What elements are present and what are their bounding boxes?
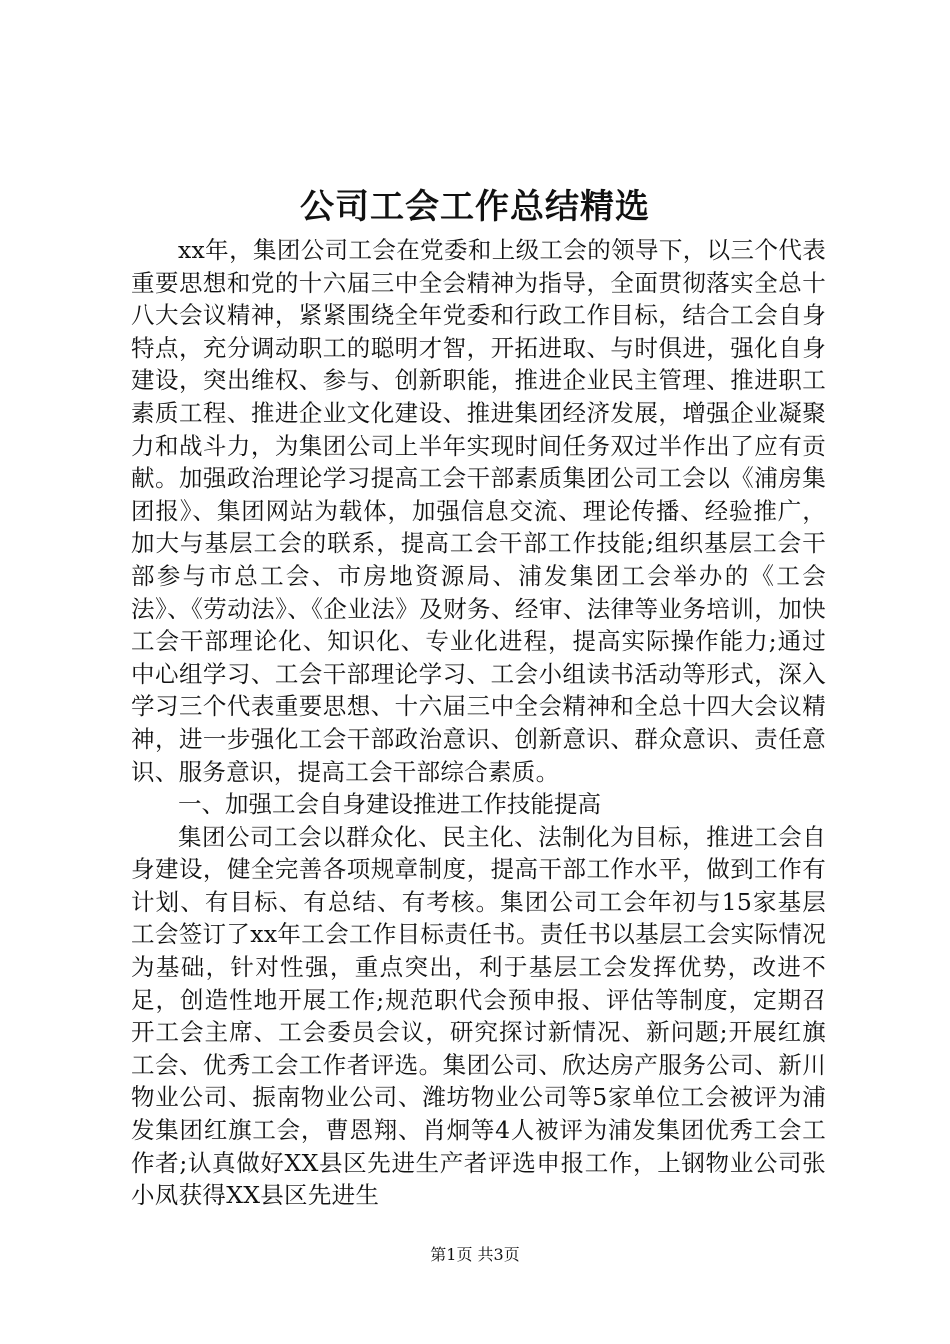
page-number-footer: 第1页 共3页 [430,1245,520,1264]
document-body [131,234,826,1212]
paragraph-section-one: 集团公司工会以群众化、民主化、法制化为目标，推进工会自身建设，健全完善各项规章制度，提高干部工作水平，做到工作有计划、有目标、有总结、有考核。集团公司工会年初与15家基层工会签订了xx年工会工作目标责任书。责任书以基层工会实际情况为基础，针对性强，重点突出，利于基层工会发挥优势，改进不足，创造性地开展工作;规范职代会预申报、评估等制度，定期召开工会主席、工会委员会议，研究探讨新情况、新问题;开展红旗工会、优秀工会工作者评选。集团公司、欣达房产服务公司、新川物业公司、振南物业公司、潍坊物业公司等5家单位工会被评为浦发集团红旗工会，曹恩翔、肖炯等4人被评为浦发集团优秀工会工作者;认真做好XX县区先进生产者评选申报工作，上钢物业公司张小凤获得XX县区先进生 [131,822,826,1210]
paragraph-intro: xx年，集团公司工会在党委和上级工会的领导下，以三个代表重要思想和党的十六届三中全会精神为指导，全面贯彻落实全总十八大会议精神，紧紧围绕全年党委和行政工作目标，结合工会自身特点，充分调动职工的聪明才智，开拓进取、与时俱进，强化自身建设，突出维权、参与、创新职能，推进企业民主管理、推进职工素质工程、推进企业文化建设、推进集团经济发展，增强企业凝聚力和战斗力，为集团公司上半年实现时间任务双过半作出了应有贡献。加强政治理论学习提高工会干部素质集团公司工会以《浦房集团报》、集团网站为载体，加强信息交流、理论传播、经验推广，加大与基层工会的联系，提高工会干部工作技能;组织基层工会干部参与市总工会、市房地资源局、浦发集团工会举办的《工会法》、《劳动法》、《企业法》及财务、经审、法律等业务培训，加快工会干部理论化、知识化、专业化进程，提高实际操作能力;通过中心组学习、工会干部理论学习、工会小组读书活动等形式，深入学习三个代表重要思想、十六届三中全会精神和全总十四大会议精神，进一步强化工会干部政治意识、创新意识、群众意识、责任意识、服务意识，提高工会干部综合素质。 [131,236,826,786]
section-heading: 一、加强工会自身建设推进工作技能提高 [178,790,601,819]
document-title: 公司工会工作总结精选 [300,187,650,227]
